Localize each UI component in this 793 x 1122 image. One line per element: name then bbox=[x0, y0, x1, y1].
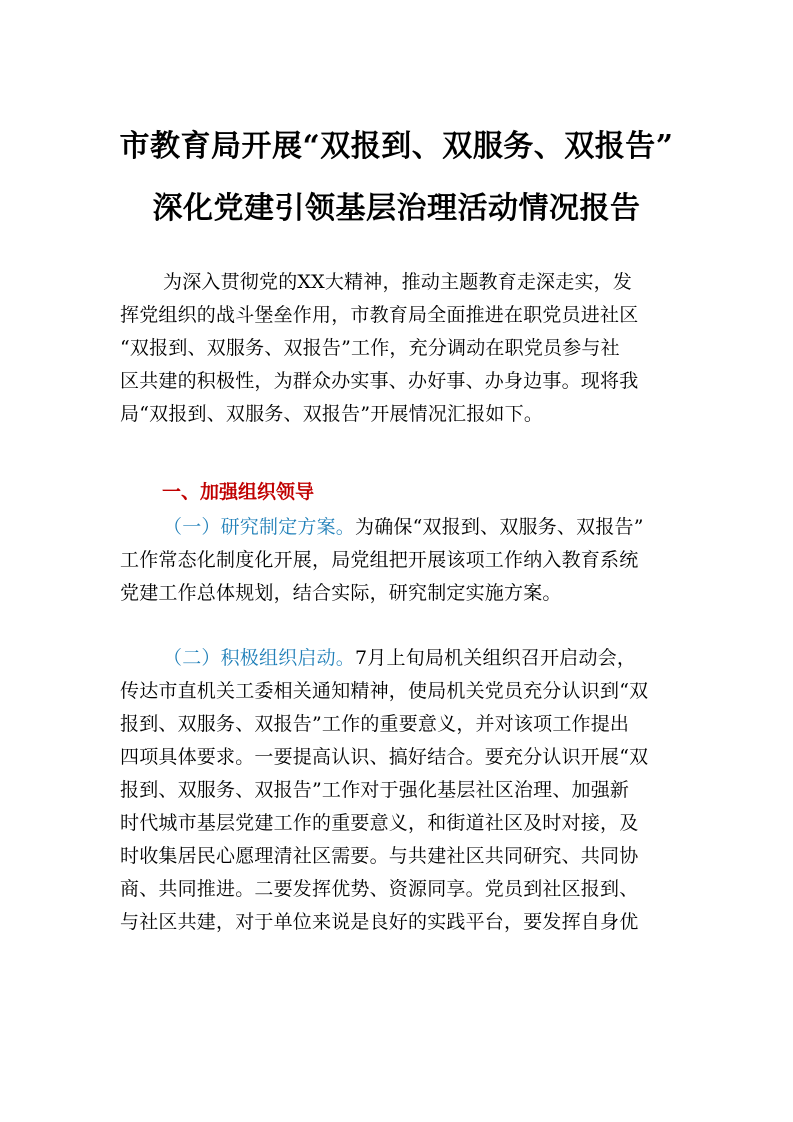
intro-line: 局“双报到、双服务、双报告”开展情况汇报如下。 bbox=[120, 403, 544, 425]
item-2-line: 商、共同推进。二要发挥优势、资源同享。党员到社区报到、 bbox=[120, 878, 639, 900]
item-2-first-line bbox=[120, 642, 680, 675]
item-1-line: 工作常态化制度化开展，局党组把开展该项工作纳入教育系统 bbox=[120, 549, 639, 571]
document-title-line-1: 市教育局开展“双报到、双服务、双报告” bbox=[119, 129, 674, 164]
item-2-subheading: （二）积极组织启动。 bbox=[163, 647, 356, 669]
item-2-line: 传达市直机关工委相关通知精神，使局机关党员充分认识到“双 bbox=[120, 680, 649, 702]
item-1-first-line-text: 为确保“双报到、双服务、双报告” bbox=[355, 516, 644, 538]
document-title-line-2: 深化党建引领基层治理活动情况报告 bbox=[152, 191, 641, 226]
intro-line: 挥党组织的战斗堡垒作用，市教育局全面推进在职党员进社区 bbox=[120, 304, 639, 326]
intro-paragraph bbox=[120, 266, 680, 431]
item-2-first-line-text: 7月上旬局机关组织召开启动会， bbox=[355, 647, 637, 669]
item-2-line: 时收集居民心愿理清社区需要。与共建社区共同研究、共同协 bbox=[120, 845, 639, 867]
item-2-line: 与社区共建，对于单位来说是良好的实践平台，要发挥自身优 bbox=[120, 911, 639, 933]
intro-line: “双报到、双服务、双报告”工作，充分调动在职党员参与社 bbox=[120, 337, 620, 359]
item-1-subheading: （一）研究制定方案。 bbox=[163, 516, 356, 538]
item-2-line: 四项具体要求。一要提高认识、搞好结合。要充分认识开展“双 bbox=[120, 746, 649, 768]
intro-line: 区共建的积极性，为群众办实事、办好事、办身边事。现将我 bbox=[120, 370, 639, 392]
item-1-paragraph bbox=[120, 511, 680, 610]
item-2-line: 报到、双服务、双报告”工作对于强化基层社区治理、加强新 bbox=[120, 779, 630, 801]
item-2-paragraph bbox=[120, 642, 680, 939]
item-2-line: 报到、双服务、双报告”工作的重要意义，并对该项工作提出 bbox=[120, 713, 630, 735]
item-2-line: 时代城市基层党建工作的重要意义，和街道社区及时对接，及 bbox=[120, 812, 639, 834]
intro-line: 为深入贯彻党的XX大精神，推动主题教育走深走实，发 bbox=[163, 271, 633, 293]
item-1-first-line bbox=[120, 511, 680, 544]
section-heading: 一、加强组织领导 bbox=[162, 481, 315, 503]
item-1-line: 党建工作总体规划，结合实际，研究制定实施方案。 bbox=[120, 582, 562, 604]
